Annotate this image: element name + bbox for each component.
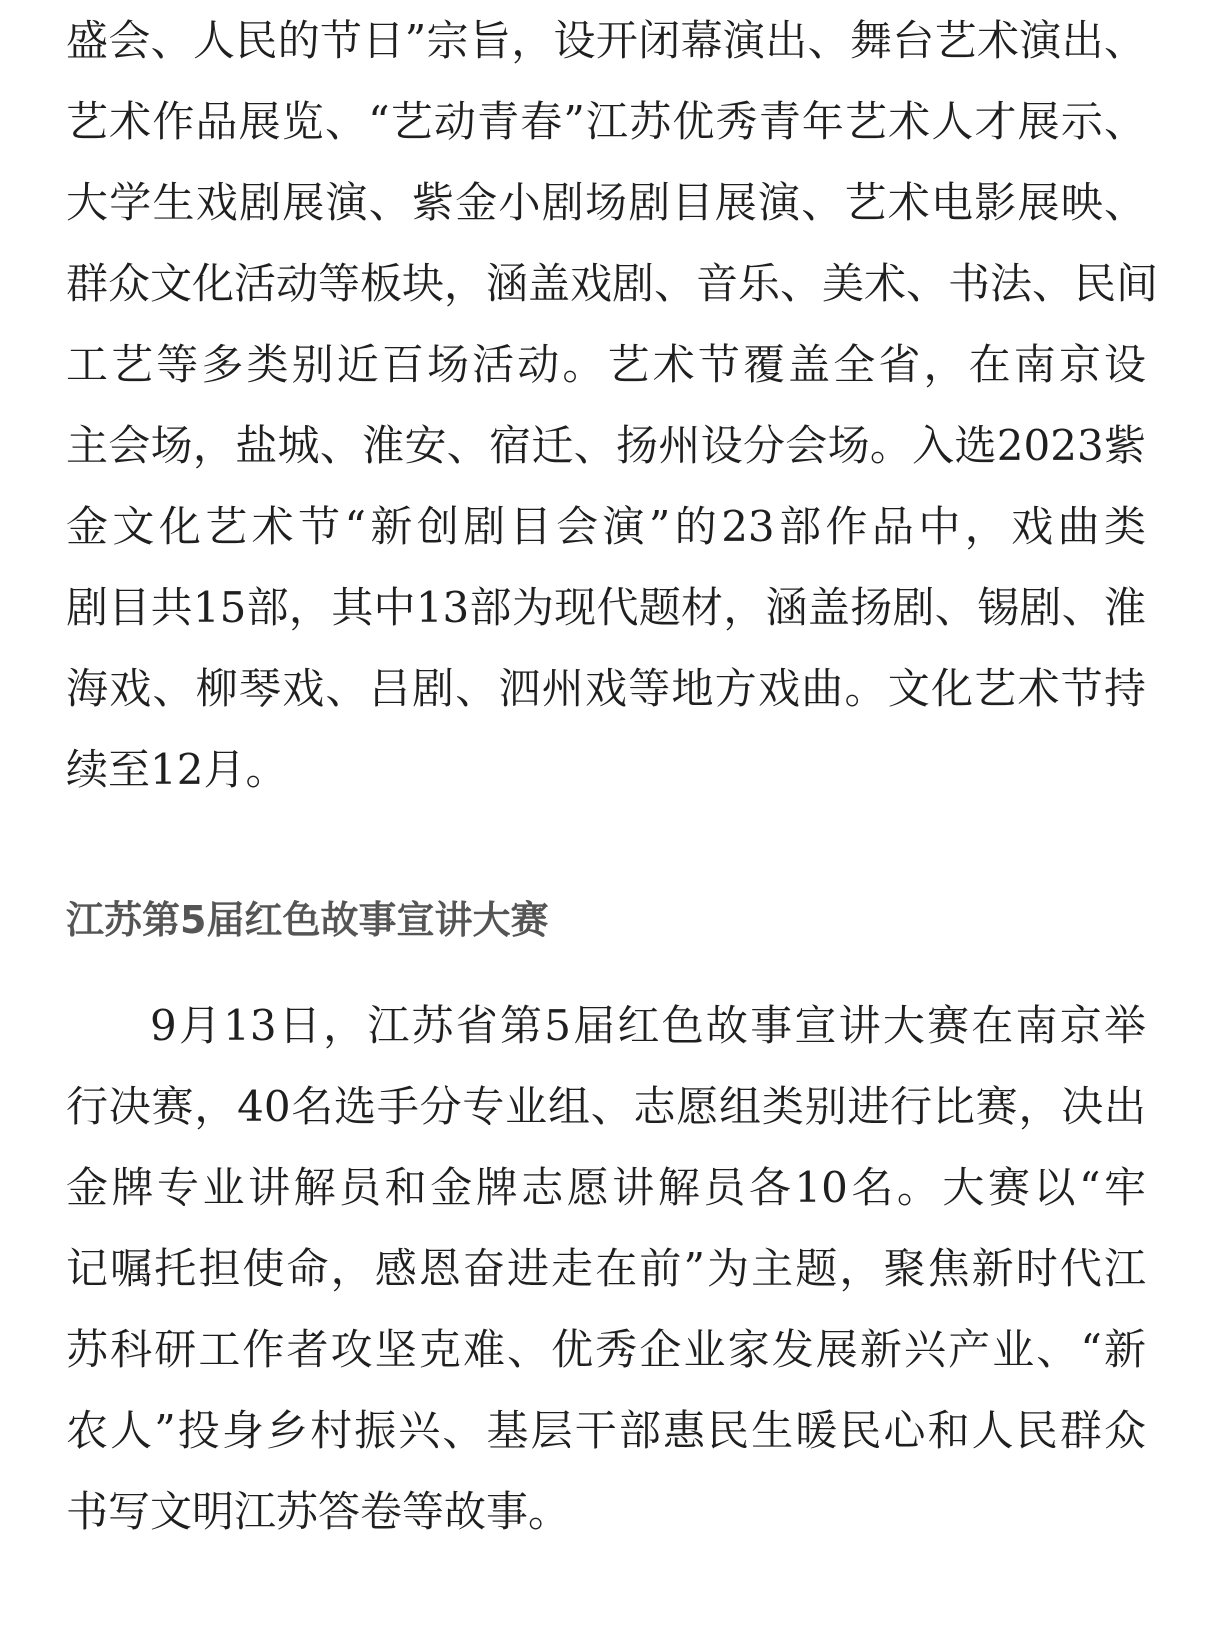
text-line: 大学生戏剧展演、紫金小剧场剧目展演、艺术电影展映、 xyxy=(66,178,1146,227)
text-line: 艺术作品展览、“艺动青春”江苏优秀青年艺术人才展示、 xyxy=(66,97,1146,146)
section-heading: 江苏第5届红色故事宣讲大赛 xyxy=(66,898,549,942)
text-line: 主会场，盐城、淮安、宿迁、扬州设分会场。入选2023紫 xyxy=(66,421,1146,470)
text-line: 续至12月。 xyxy=(66,745,288,794)
text-line: 行决赛，40名选手分专业组、志愿组类别进行比赛，决出 xyxy=(66,1082,1146,1131)
article-paragraph-2 xyxy=(66,985,1146,1552)
text-line: 9月13日，江苏省第5届红色故事宣讲大赛在南京举 xyxy=(150,1001,1146,1050)
text-line: 剧目共15部，其中13部为现代题材，涵盖扬剧、锡剧、淮 xyxy=(66,583,1146,632)
text-line: 记嘱托担使命，感恩奋进走在前”为主题，聚焦新时代江 xyxy=(66,1244,1146,1293)
article-paragraph-1 xyxy=(66,0,1159,810)
text-line: 海戏、柳琴戏、吕剧、泗州戏等地方戏曲。文化艺术节持 xyxy=(66,664,1146,713)
text-line: 书写文明江苏答卷等故事。 xyxy=(66,1487,571,1536)
text-line: 苏科研工作者攻坚克难、优秀企业家发展新兴产业、“新 xyxy=(66,1325,1146,1374)
text-line: 农人”投身乡村振兴、基层干部惠民生暖民心和人民群众 xyxy=(66,1406,1146,1455)
text-line: 金文化艺术节“新创剧目会演”的23部作品中，戏曲类 xyxy=(66,502,1146,551)
text-line: 金牌专业讲解员和金牌志愿讲解员各10名。大赛以“牢 xyxy=(66,1163,1146,1212)
text-line: 群众文化活动等板块，涵盖戏剧、音乐、美术、书法、民间 xyxy=(66,259,1159,308)
text-line: 盛会、人民的节日”宗旨，设开闭幕演出、舞台艺术演出、 xyxy=(66,16,1146,65)
text-line: 工艺等多类别近百场活动。艺术节覆盖全省，在南京设 xyxy=(66,340,1146,389)
